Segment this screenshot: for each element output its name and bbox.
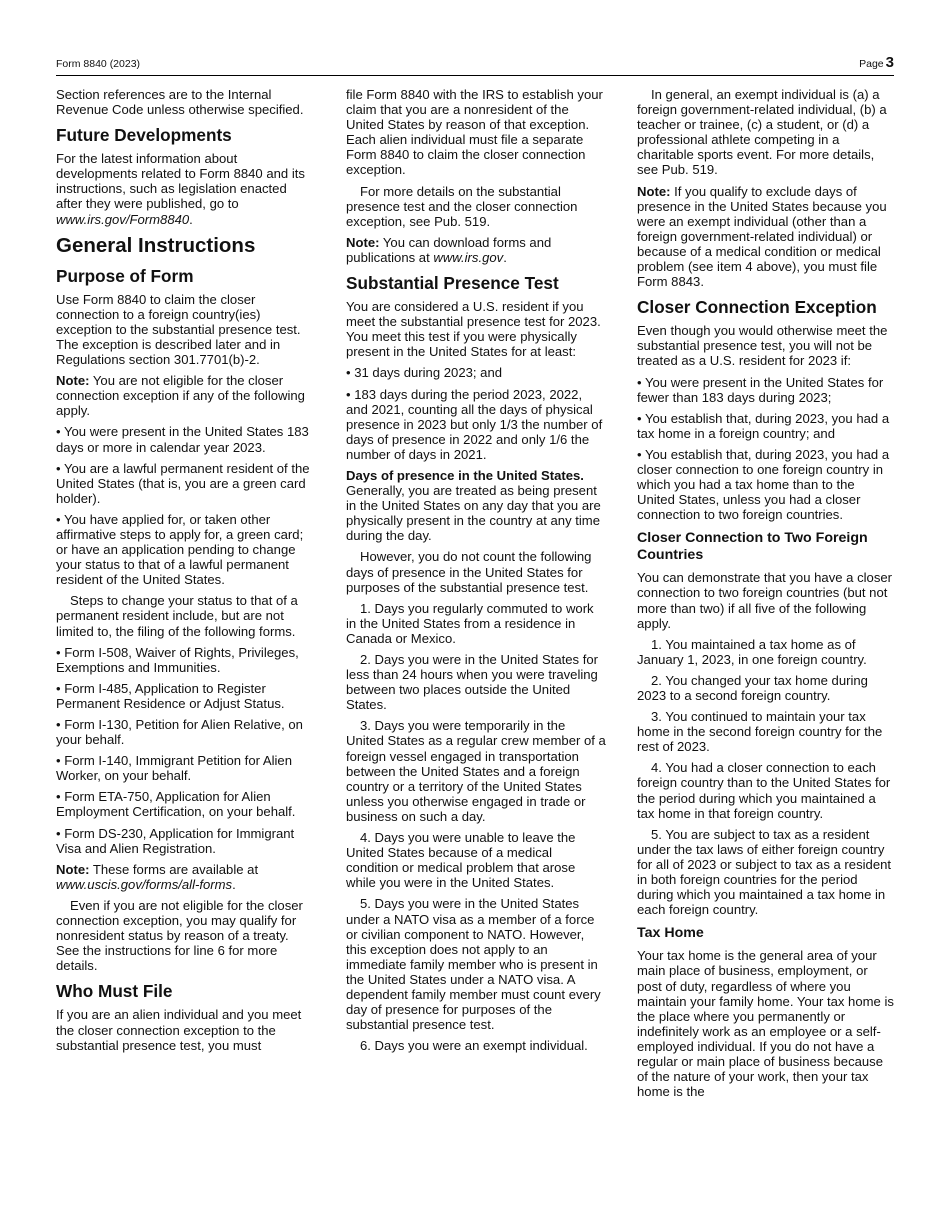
purpose-heading: Purpose of Form xyxy=(56,265,194,286)
general-instructions-heading: General Instructions xyxy=(56,233,256,257)
exempt-individual-text: In general, an exempt individual is (a) a foreign government-related individual, (b) a teacher or trainee, (c) a student, or (d) a professional athlete competing in a charitable sports event. For more details, see Pub. 519. xyxy=(637,87,887,178)
form-bullet: • Form ETA-750, Application for Alien Employment Certification, on your behalf. xyxy=(56,789,296,820)
who-must-file-text: If you are an alien individual and you meet the closer connection exception to the substantial presence test, you must xyxy=(56,1007,302,1053)
steps-text: Steps to change your status to that of a permanent resident include, but are not limited to, the filing of the following forms. xyxy=(56,593,298,639)
page-header xyxy=(56,53,894,76)
bullet-item: • You were present in the United States 183 days or more in calendar year 2023. xyxy=(56,424,309,455)
note-paragraph: Note: If you qualify to exclude days of presence in the United States because you were an exempt individual (other than a foreign government-related individual) or because of a medical condition or medical problem (see item 4 above), you must file Form 8843. xyxy=(637,183,887,290)
purpose-text: Use Form 8840 to claim the closer connection to a foreign country(ies) exception to the substantial presence test. The exception is described later and in Regulations section 301.7701(b)-2. xyxy=(56,291,301,368)
numbered-item: 3. You continued to maintain your tax home in the second foreign country for the rest of 2023. xyxy=(637,709,883,755)
bullet-item: • You establish that, during 2023, you had a tax home in a foreign country; and xyxy=(637,410,890,441)
days-of-presence-paragraph: Days of presence in the United States. Generally, you are treated as being present in the United States on any day that you are physically present in the country at any time during the day. xyxy=(346,467,601,544)
numbered-item: 5. You are subject to tax as a resident under the tax laws of either foreign country for all of 2023 or subject to tax as a resident in both foreign countries for the period during which you maintained a tax home in each foreign country. xyxy=(637,826,892,918)
numbered-item: 2. Days you were in the United States for less than 24 hours when you were traveling between two places outside the United States. xyxy=(346,652,598,713)
bullet-item: • You have applied for, or taken other affirmative steps to apply for, a green card; or have an application pending to change your status to that of a lawful permanent resident of the United States. xyxy=(56,511,304,588)
page-number-value: 3 xyxy=(885,54,894,71)
note-paragraph: Note: You can download forms and publications at www.irs.gov. xyxy=(346,234,552,265)
substantial-presence-text: You are considered a U.S. resident if you meet the substantial presence test for 2023. You meet this test if you were physically present in the United States for at least: xyxy=(346,299,601,360)
who-must-file-heading: Who Must File xyxy=(56,981,173,1002)
bullet-item: • You establish that, during 2023, you had a closer connection to one foreign country in which you had a tax home than to the United States, unless you had a closer connection to two foreign countries. xyxy=(637,446,890,523)
two-countries-text: You can demonstrate that you have a closer connection to two foreign countries (but not more than two) if all five of the following apply. xyxy=(637,570,893,631)
future-developments-heading: Future Developments xyxy=(56,125,232,146)
treaty-text: Even if you are not eligible for the closer connection exception, you may qualify for nonresident status by reason of a treaty. See the instructions for line 6 for more details. xyxy=(56,897,303,974)
form-bullet: • Form I-508, Waiver of Rights, Privileges, Exemptions and Immunities. xyxy=(56,644,299,675)
form-bullet: • Form I-140, Immigrant Petition for Alien Worker, on your behalf. xyxy=(56,753,292,784)
tax-home-text: Your tax home is the general area of your main place of business, employment, or post of duty, regardless of where you maintain your family home. Your tax home is the place where you permanently or indefinitely work as an employee or a self-employed individual. If you do not have a regular or main place of business because of the nature of your work, then your tax home is the xyxy=(637,948,894,1100)
future-url: www.irs.gov/Form8840 xyxy=(56,211,190,227)
closer-connection-text: Even though you would otherwise meet the substantial presence test, you will not be treated as a U.S. resident for 2023 if: xyxy=(637,323,888,369)
future-developments-text: For the latest information about developments related to Form 8840 and its instructions, such as legislation enacted after they were published, go to www.irs.gov/Form8840. xyxy=(56,151,305,227)
numbered-item: 6. Days you were an exempt individual. xyxy=(360,1038,588,1054)
page-label: Page xyxy=(859,58,884,70)
numbered-item: 1. You maintained a tax home as of January 1, 2023, in one foreign country. xyxy=(637,636,867,667)
closer-connection-heading: Closer Connection Exception xyxy=(637,297,877,318)
numbered-item: 4. Days you were unable to leave the United States because of a medical condition or medical problem that arose while you were in the United States. xyxy=(346,830,576,891)
page-number xyxy=(859,54,894,71)
bullet-item: • You were present in the United States for fewer than 183 days during 2023; xyxy=(637,374,884,405)
tax-home-heading: Tax Home xyxy=(637,925,704,942)
numbered-item: 3. Days you were temporarily in the United States as a regular crew member of a foreign vessel engaged in transportation between the United States and a foreign country or a territory of the United States unless you otherwise engaged in trade or business on such a day. xyxy=(346,718,606,824)
form-bullet: • Form I-485, Application to Register Permanent Residence or Adjust Status. xyxy=(56,680,285,711)
column-1 xyxy=(56,87,314,1059)
column-2 xyxy=(346,87,606,1059)
numbered-item: 1. Days you regularly commuted to work in the United States from a residence in Canada or Mexico. xyxy=(346,600,594,646)
bullet-item: • 31 days during 2023; and xyxy=(346,365,503,381)
column-3 xyxy=(637,87,896,1105)
more-details-text: For more details on the substantial presence test and the closer connection exception, see Pub. 519. xyxy=(346,183,578,229)
numbered-item: 2. You changed your tax home during 2023 to a second foreign country. xyxy=(637,672,868,703)
note-paragraph: Note: You are not eligible for the closer connection exception if any of the following apply. xyxy=(56,373,305,419)
form-bullet: • Form I-130, Petition for Alien Relative, on your behalf. xyxy=(56,717,303,748)
however-text: However, you do not count the following days of presence in the United States for purposes of the substantial presence test. xyxy=(346,549,592,595)
intro-text: Section references are to the Internal Revenue Code unless otherwise specified. xyxy=(56,87,304,118)
form-id: Form 8840 (2023) xyxy=(56,58,141,70)
continued-text: file Form 8840 with the IRS to establish your claim that you are a nonresident of the United States by reason of that exception. Each alien individual must file a separate Form 8840 to claim the closer connection exception. xyxy=(346,87,603,178)
two-countries-heading: Closer Connection to Two Foreign Countries xyxy=(637,530,868,564)
form-bullet: • Form DS-230, Application for Immigrant Visa and Alien Registration. xyxy=(56,825,295,856)
bullet-item: • You are a lawful permanent resident of the United States (that is, you are a green card holder). xyxy=(56,460,310,506)
substantial-presence-heading: Substantial Presence Test xyxy=(346,273,559,294)
note-paragraph: Note: These forms are available at www.uscis.gov/forms/all-forms. xyxy=(56,861,259,892)
numbered-item: 4. You had a closer connection to each foreign country than to the United States for the period during which you maintained a tax home in that foreign country. xyxy=(637,760,891,821)
irs-url: www.irs.gov xyxy=(433,249,504,265)
numbered-item: 5. Days you were in the United States under a NATO visa as a member of a force or civilian component to NATO. However, this exception does not apply to an immediate family member who is present in the United States under a NATO visa. A dependent family member must count every day of presence for purposes of the substantial presence test. xyxy=(346,896,601,1033)
uscis-url: www.uscis.gov/forms/all-forms xyxy=(56,876,233,892)
bullet-item: • 183 days during the period 2023, 2022, and 2021, counting all the days of physical presence in 2023 but only 1/3 the number of days of presence in 2022 and only 1/6 the number of days in 2021. xyxy=(346,386,603,462)
